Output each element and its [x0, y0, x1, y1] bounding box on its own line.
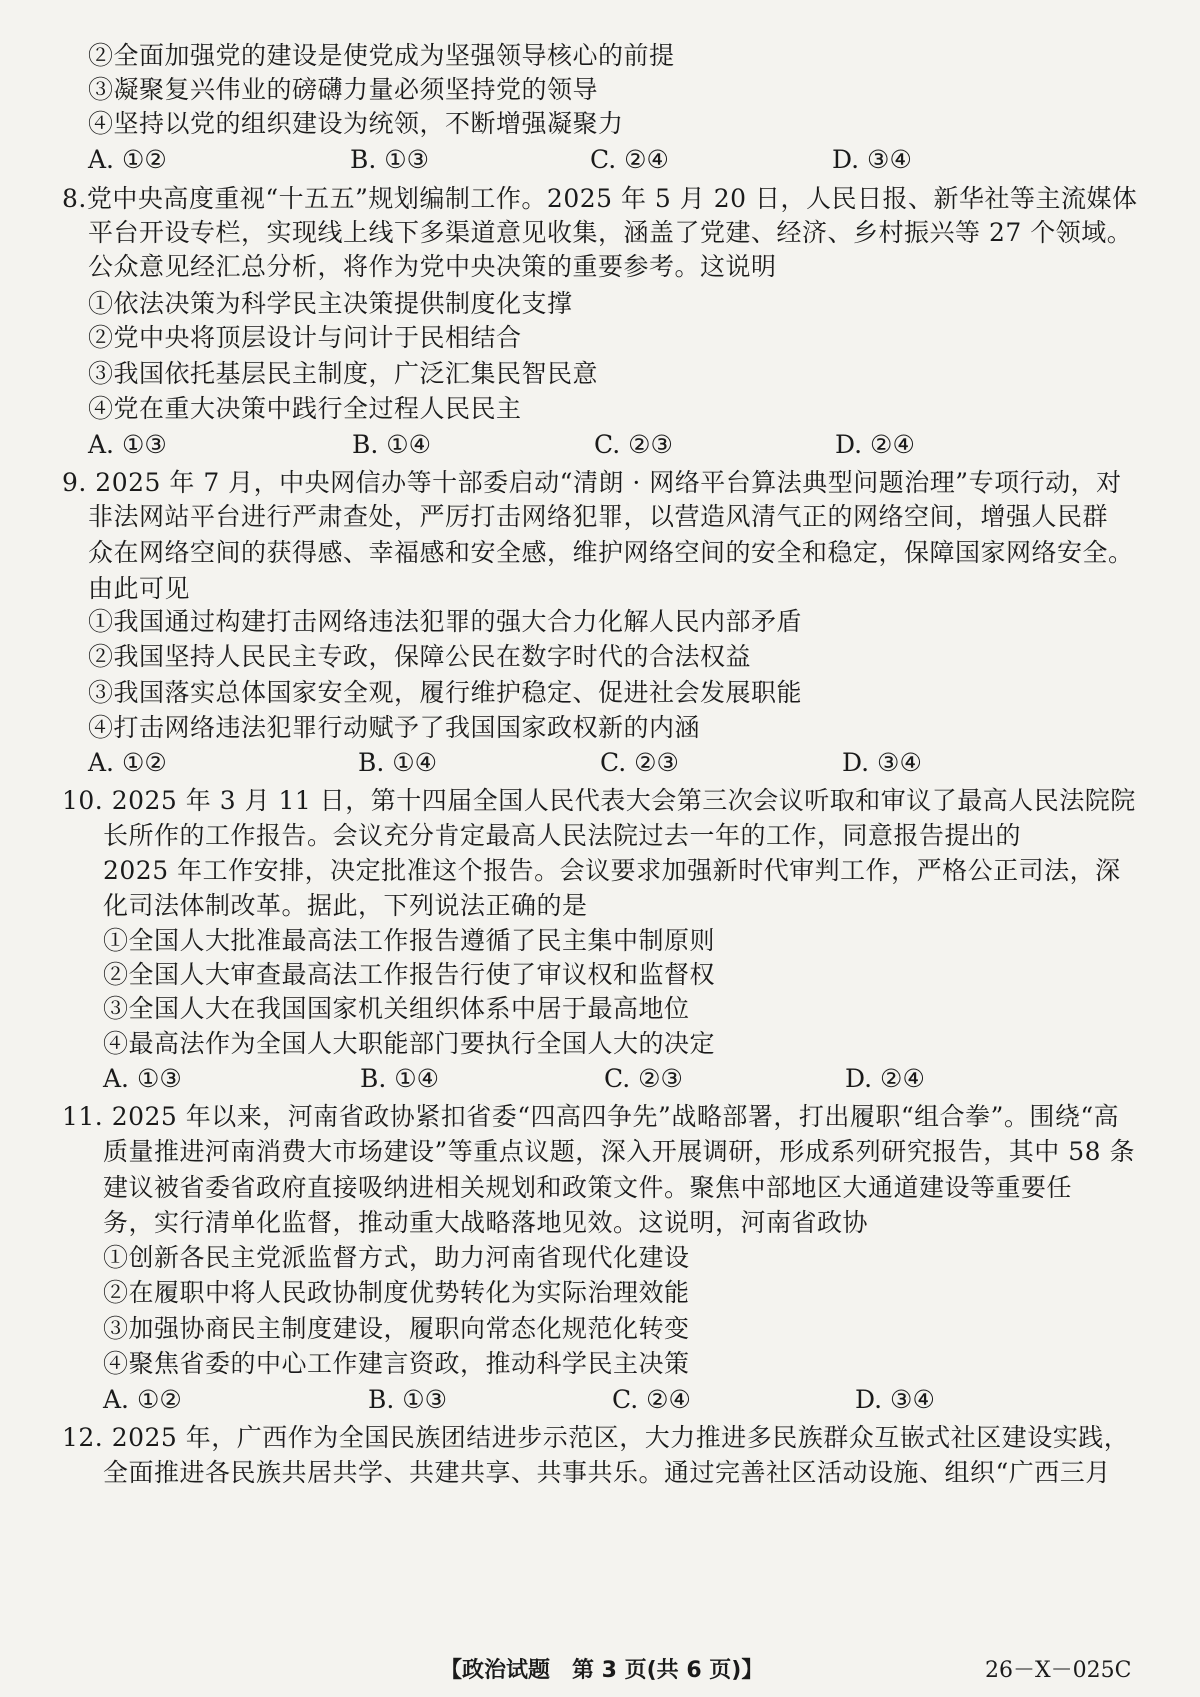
q9-statement-2: ②我国坚持人民民主专政，保障公民在数字时代的合法权益: [88, 642, 752, 671]
q9-option-b: B. ①④: [358, 748, 438, 777]
q9-stem-line-2: 非法网站平台进行严肃查处，严厉打击网络犯罪，以营造风清气正的网络空间，增强人民群: [88, 502, 1109, 531]
q7-statement-4: ④坚持以党的组织建设为统领，不断增强凝聚力: [88, 109, 624, 138]
q10-stem-line-2: 长所作的工作报告。会议充分肯定最高人民法院过去一年的工作，同意报告提出的: [103, 821, 1022, 850]
exam-code: 26－X－025C: [985, 1658, 1132, 1683]
q10-option-a: A. ①③: [103, 1064, 182, 1093]
q11-statement-4: ④聚焦省委的中心工作建言资政，推动科学民主决策: [103, 1349, 690, 1378]
q8-stem-line-3: 公众意见经汇总分析，将作为党中央决策的重要参考。这说明: [88, 252, 777, 281]
q11-stem-line-3: 建议被省委省政府直接吸纳进相关规划和政策文件。聚焦中部地区大通道建设等重要任: [103, 1173, 1073, 1202]
q7-statement-2: ②全面加强党的建设是使党成为坚强领导核心的前提: [88, 41, 675, 70]
q10-statement-2: ②全国人大审查最高法工作报告行使了审议权和监督权: [103, 960, 716, 989]
q9-stem-line-3: 众在网络空间的获得感、幸福感和安全感，维护网络空间的安全和稳定，保障国家网络安全。: [88, 538, 1134, 567]
q11-stem-line-4: 务，实行清单化监督，推动重大战略落地见效。这说明，河南省政协: [103, 1208, 869, 1237]
q10-stem-line-3: 2025 年工作安排，决定批准这个报告。会议要求加强新时代审判工作，严格公正司法，深: [103, 856, 1121, 885]
q11-option-b: B. ①③: [368, 1385, 448, 1414]
q10-stem-line-4: 化司法体制改革。据此，下列说法正确的是: [103, 891, 588, 920]
q7-option-a: A. ①②: [88, 145, 167, 174]
q8-statement-1: ①依法决策为科学民主决策提供制度化支撑: [88, 289, 573, 318]
q9-stem-line-4: 由此可见: [88, 574, 191, 603]
q8-statement-2: ②党中央将顶层设计与问计于民相结合: [88, 323, 522, 352]
q8-option-b: B. ①④: [352, 430, 432, 459]
q8-option-d: D. ②④: [835, 430, 915, 459]
q9-statement-1: ①我国通过构建打击网络违法犯罪的强大合力化解人民内部矛盾: [88, 607, 803, 636]
q8-statement-4: ④党在重大决策中践行全过程人民民主: [88, 394, 522, 423]
q11-statement-2: ②在履职中将人民政协制度优势转化为实际治理效能: [103, 1278, 690, 1307]
q10-option-b: B. ①④: [360, 1064, 440, 1093]
q7-option-b: B. ①③: [350, 145, 430, 174]
q10-stem-line-1: 10. 2025 年 3 月 11 日，第十四届全国人民代表大会第三次会议听取和审议了最高人民法院院: [62, 786, 1136, 815]
q9-statement-4: ④打击网络违法犯罪行动赋予了我国国家政权新的内涵: [88, 713, 701, 742]
page-footer-label: 【政治试题 第 3 页(共 6 页)】: [440, 1658, 764, 1683]
q9-stem-line-1: 9. 2025 年 7 月，中央网信办等十部委启动“清朗 · 网络平台算法典型问题治理”专项行动，对: [62, 468, 1122, 497]
q9-option-a: A. ①②: [88, 748, 167, 777]
q11-statement-3: ③加强协商民主制度建设，履职向常态化规范化转变: [103, 1314, 690, 1343]
q9-statement-3: ③我国落实总体国家安全观，履行维护稳定、促进社会发展职能: [88, 678, 803, 707]
q7-statement-3: ③凝聚复兴伟业的磅礴力量必须坚持党的领导: [88, 75, 599, 104]
q10-option-c: C. ②③: [604, 1064, 683, 1093]
q8-stem-line-1: 8.党中央高度重视“十五五”规划编制工作。2025 年 5 月 20 日，人民日报、新华社等主流媒体: [62, 184, 1138, 213]
q11-statement-1: ①创新各民主党派监督方式，助力河南省现代化建设: [103, 1243, 690, 1272]
q12-stem-line-2: 全面推进各民族共居共学、共建共享、共事共乐。通过完善社区活动设施、组织“广西三月: [103, 1458, 1111, 1487]
q10-option-d: D. ②④: [845, 1064, 925, 1093]
q10-statement-1: ①全国人大批准最高法工作报告遵循了民主集中制原则: [103, 926, 716, 955]
q9-option-c: C. ②③: [600, 748, 679, 777]
q7-option-c: C. ②④: [590, 145, 669, 174]
q12-stem-line-1: 12. 2025 年，广西作为全国民族团结进步示范区，大力推进多民族群众互嵌式社区建设实践，: [62, 1423, 1130, 1452]
q8-option-c: C. ②③: [594, 430, 673, 459]
q8-option-a: A. ①③: [88, 430, 167, 459]
q10-statement-4: ④最高法作为全国人大职能部门要执行全国人大的决定: [103, 1029, 716, 1058]
q11-option-a: A. ①②: [103, 1385, 182, 1414]
q9-option-d: D. ③④: [842, 748, 922, 777]
q8-statement-3: ③我国依托基层民主制度，广泛汇集民智民意: [88, 359, 599, 388]
q7-option-d: D. ③④: [832, 145, 912, 174]
q11-option-c: C. ②④: [612, 1385, 691, 1414]
q11-option-d: D. ③④: [855, 1385, 935, 1414]
q10-statement-3: ③全国人大在我国国家机关组织体系中居于最高地位: [103, 994, 690, 1023]
q11-stem-line-2: 质量推进河南消费大市场建设”等重点议题，深入开展调研，形成系列研究报告，其中 58 条: [103, 1137, 1135, 1166]
q11-stem-line-1: 11. 2025 年以来，河南省政协紧扣省委“四高四争先”战略部署，打出履职“组合拳”。围绕“高: [62, 1102, 1120, 1131]
q8-stem-line-2: 平台开设专栏，实现线上线下多渠道意见收集，涵盖了党建、经济、乡村振兴等 27 个领域。: [88, 218, 1133, 247]
